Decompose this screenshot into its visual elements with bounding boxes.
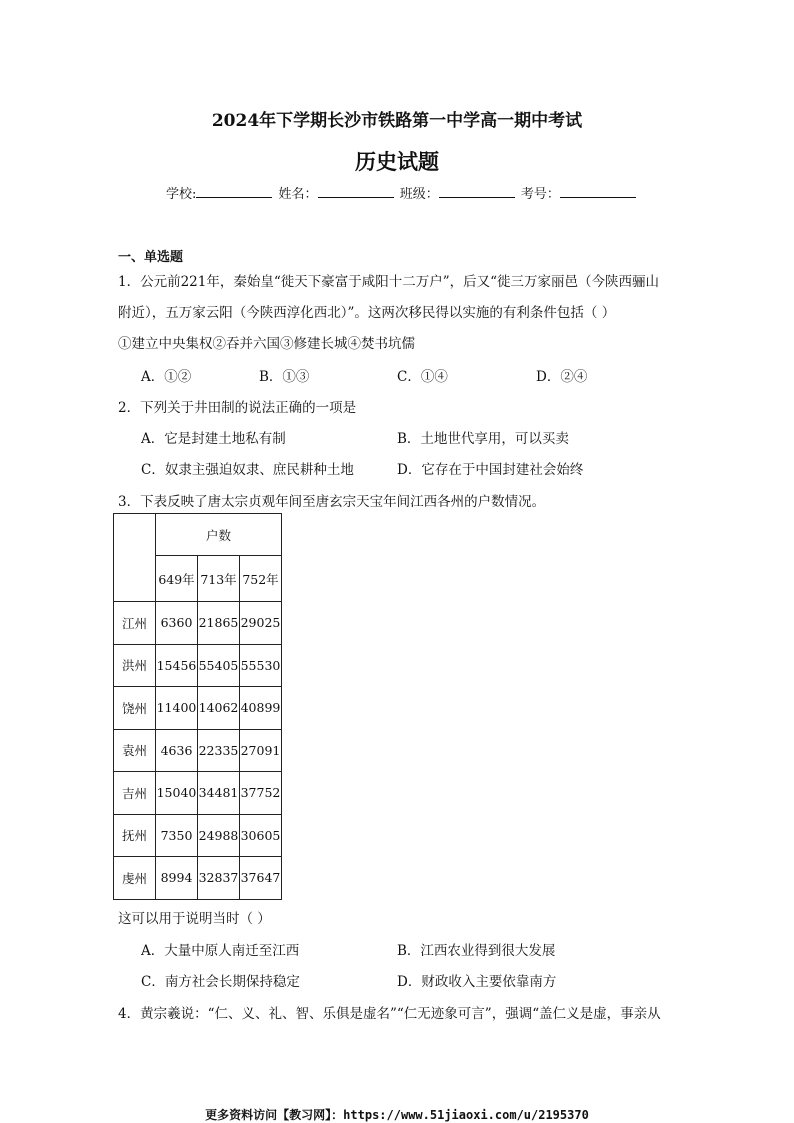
school-blank[interactable] <box>196 185 272 198</box>
table-row <box>114 814 282 857</box>
household-count: 6360 <box>156 602 198 645</box>
household-count: 15456 <box>156 644 198 687</box>
table-row <box>114 772 282 815</box>
year-header: 713年 <box>198 556 240 602</box>
exam-title: 2024年下学期长沙市铁路第一中学高一期中考试 <box>211 111 583 131</box>
household-count: 27091 <box>240 729 282 772</box>
year-header: 649年 <box>156 556 198 602</box>
q1-option-a[interactable]: A．①② <box>141 369 192 385</box>
table-row <box>114 857 282 900</box>
q1-line-3: ①建立中央集权②吞并六国③修建长城④焚书坑儒 <box>118 336 415 352</box>
q3-option-a[interactable]: A．大量中原人南迁至江西 <box>141 943 300 959</box>
q1-line-1: 1．公元前221年，秦始皇“徙天下豪富于咸阳十二万户”，后又“徙三万家丽邑（今陕西骊山 <box>118 274 660 290</box>
household-count: 15040 <box>156 772 198 815</box>
household-count: 8994 <box>156 857 198 900</box>
footer-link[interactable]: 更多资料访问【教习网】：https://www.51jiaoxi.com/u/2195370 <box>205 1108 589 1122</box>
household-table <box>113 513 282 900</box>
q2-option-a[interactable]: A．它是封建土地私有制 <box>141 431 286 447</box>
student-info-row <box>166 183 638 202</box>
q3-prompt: 这可以用于说明当时（ ） <box>118 911 271 927</box>
table-row <box>114 729 282 772</box>
q1-option-b[interactable]: B．①③ <box>259 369 310 385</box>
table-group-header: 户数 <box>156 514 282 556</box>
household-count: 37647 <box>240 857 282 900</box>
household-count: 7350 <box>156 814 198 857</box>
q3-option-d[interactable]: D．财政收入主要依靠南方 <box>397 974 557 990</box>
q1-option-c[interactable]: C．①④ <box>397 369 448 385</box>
q4-line-1: 4．黄宗羲说：“仁、义、礼、智、乐俱是虚名”“仁无迹象可言”，强调“盖仁义是虚，事亲从 <box>118 1006 661 1022</box>
q3-option-b[interactable]: B．江西农业得到很大发展 <box>397 943 556 959</box>
section-heading: 一、单选题 <box>118 250 184 265</box>
table-row <box>114 602 282 645</box>
household-count: 55405 <box>198 644 240 687</box>
prefecture-name: 饶州 <box>114 687 156 730</box>
prefecture-name: 虔州 <box>114 857 156 900</box>
name-blank[interactable] <box>318 185 394 198</box>
household-count: 34481 <box>198 772 240 815</box>
household-count: 40899 <box>240 687 282 730</box>
prefecture-name: 抚州 <box>114 814 156 857</box>
class-label: 班级： <box>399 187 439 202</box>
household-count: 11400 <box>156 687 198 730</box>
household-count: 21865 <box>198 602 240 645</box>
household-count: 37752 <box>240 772 282 815</box>
q2-option-c[interactable]: C．奴隶主强迫奴隶、庶民耕种土地 <box>141 462 354 478</box>
q2-stem: 2．下列关于井田制的说法正确的一项是 <box>118 400 357 416</box>
table-row <box>114 687 282 730</box>
household-count: 29025 <box>240 602 282 645</box>
q2-option-d[interactable]: D．它存在于中国封建社会始终 <box>397 462 584 478</box>
prefecture-name: 洪州 <box>114 644 156 687</box>
household-count: 4636 <box>156 729 198 772</box>
exam-number-blank[interactable] <box>560 185 636 198</box>
q3-option-c[interactable]: C．南方社会长期保持稳定 <box>141 974 300 990</box>
household-count: 14062 <box>198 687 240 730</box>
table-row <box>114 644 282 687</box>
household-count: 22335 <box>198 729 240 772</box>
name-label: 姓名： <box>278 187 318 202</box>
exam-number-label: 考号： <box>520 187 560 202</box>
prefecture-name: 袁州 <box>114 729 156 772</box>
household-count: 30605 <box>240 814 282 857</box>
table-corner-cell <box>114 514 156 602</box>
prefecture-name: 江州 <box>114 602 156 645</box>
household-count: 32837 <box>198 857 240 900</box>
school-label: 学校: <box>166 187 197 202</box>
q2-option-b[interactable]: B．土地世代享用，可以买卖 <box>397 431 569 447</box>
prefecture-name: 吉州 <box>114 772 156 815</box>
q1-option-d[interactable]: D．②④ <box>536 369 588 385</box>
class-blank[interactable] <box>439 185 515 198</box>
exam-subtitle: 历史试题 <box>355 149 439 174</box>
household-count: 55530 <box>240 644 282 687</box>
q3-stem: 3．下表反映了唐太宗贞观年间至唐玄宗天宝年间江西各州的户数情况。 <box>118 494 546 510</box>
year-header: 752年 <box>240 556 282 602</box>
q1-line-2: 附近），五万家云阳（今陕西淳化西北）”。这两次移民得以实施的有利条件包括（ ） <box>118 305 616 321</box>
household-count: 24988 <box>198 814 240 857</box>
